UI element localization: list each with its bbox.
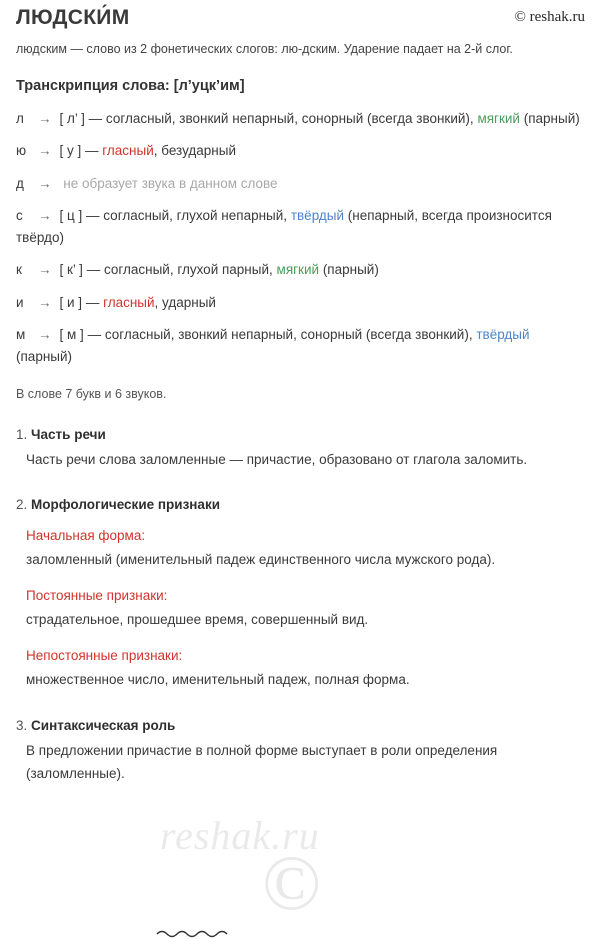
transcription-heading: Транскрипция слова: [л’уцк’им] bbox=[16, 78, 245, 95]
arrow-icon: → bbox=[38, 143, 52, 159]
sound-description-after: , ударный bbox=[154, 294, 216, 310]
sound-value: [ у ] bbox=[59, 143, 82, 159]
dash-separator: — bbox=[86, 262, 101, 278]
section-heading bbox=[16, 497, 585, 512]
sound-description-after: (парный) bbox=[16, 349, 73, 365]
dash-separator: — bbox=[85, 143, 99, 159]
sound-value: [ и ] bbox=[59, 294, 83, 310]
letter-glyph: м bbox=[16, 326, 26, 342]
subsection-label-variable-features: Непостоянные признаки: bbox=[26, 648, 183, 664]
sound-value: [ м ] bbox=[59, 326, 84, 342]
section-title: Часть речи bbox=[31, 426, 106, 442]
page-header bbox=[16, 0, 585, 30]
section-heading bbox=[16, 427, 585, 442]
sound-tag: твёрдый bbox=[476, 326, 530, 342]
dash-separator: — bbox=[88, 111, 103, 127]
sound-row bbox=[16, 292, 585, 314]
sound-value: [ ц ] bbox=[59, 207, 83, 223]
sound-description-before: согласный, глухой непарный, bbox=[103, 207, 288, 223]
arrow-icon: → bbox=[38, 175, 52, 191]
wavy-underline-icon bbox=[155, 928, 235, 940]
letter-glyph: и bbox=[16, 294, 24, 310]
dash-separator: — bbox=[86, 207, 100, 223]
letter-glyph: л bbox=[16, 111, 24, 127]
page-title: ЛЮДСКИ́М bbox=[16, 6, 130, 29]
section-number: 3. bbox=[16, 718, 28, 734]
watermark-copyright-symbol: © bbox=[262, 839, 322, 926]
sound-analysis-list bbox=[16, 108, 585, 368]
sound-description-before: согласный, звонкий непарный, сонорный (всегда звонкий), bbox=[104, 326, 473, 342]
watermark-text: reshak.ru bbox=[160, 813, 320, 858]
dash-separator: — bbox=[87, 326, 102, 342]
sound-description-after: (непарный, всегда произносится твёрдо) bbox=[16, 207, 552, 246]
sound-tag: мягкий bbox=[477, 111, 520, 127]
letter-glyph: д bbox=[16, 175, 24, 191]
sound-tag: мягкий bbox=[276, 262, 320, 278]
sound-tag: твёрдый bbox=[290, 207, 345, 223]
sound-row bbox=[16, 173, 585, 195]
subsection-text-variable-features: множественное число, именительный падеж, полная форма. bbox=[26, 672, 410, 688]
section-body: В предложении причастие в полной форме выступает в роли определения (заломленные). bbox=[26, 743, 498, 782]
sound-value: [ л’ ] bbox=[59, 111, 85, 127]
sound-row bbox=[16, 108, 585, 130]
sound-tag: гласный bbox=[102, 143, 154, 159]
letters-sounds-count: В слове 7 букв и 6 звуков. bbox=[16, 386, 167, 401]
sound-row bbox=[16, 324, 585, 369]
sound-description-before: согласный, глухой парный, bbox=[103, 262, 273, 278]
section-number: 1. bbox=[16, 426, 28, 442]
arrow-icon: → bbox=[38, 262, 52, 278]
section-body: Часть речи слова заломленные — причастие, образовано от глагола заломить. bbox=[26, 451, 528, 467]
syllable-summary: людским — слово из 2 фонетических слогов: лю-дским. Ударение падает на 2-й слог. bbox=[16, 42, 513, 56]
arrow-icon: → bbox=[38, 207, 52, 223]
sound-tag: не образует звука в данном слове bbox=[63, 175, 278, 191]
sound-row bbox=[16, 140, 585, 162]
sound-description-before: согласный, звонкий непарный, сонорный (всегда звонкий), bbox=[105, 111, 474, 127]
letter-glyph: к bbox=[16, 262, 22, 278]
arrow-icon: → bbox=[38, 111, 52, 127]
section-part-of-speech bbox=[16, 427, 585, 472]
copyright-notice: © reshak.ru bbox=[514, 9, 585, 25]
sound-tag: гласный bbox=[103, 294, 155, 310]
arrow-icon: → bbox=[38, 326, 52, 342]
section-morphological-features bbox=[16, 497, 585, 692]
subsection-text-initial-form: заломленный (именительный падеж единственного числа мужского рода). bbox=[26, 552, 496, 568]
letter-glyph: с bbox=[16, 207, 23, 223]
section-syntactic-role bbox=[16, 718, 585, 786]
dash-separator: — bbox=[85, 294, 100, 310]
sound-row bbox=[16, 259, 585, 281]
sound-description-after: (парный) bbox=[322, 262, 379, 278]
section-title: Морфологические признаки bbox=[31, 497, 220, 513]
letter-glyph: ю bbox=[16, 143, 27, 159]
sound-description-after: , безударный bbox=[153, 143, 236, 159]
section-title: Синтаксическая роль bbox=[31, 718, 176, 734]
subsection-label-initial-form: Начальная форма: bbox=[26, 528, 146, 544]
section-heading bbox=[16, 718, 585, 733]
subsection-label-constant-features: Постоянные признаки: bbox=[26, 588, 168, 604]
section-number: 2. bbox=[16, 497, 28, 513]
sound-value: [ к’ ] bbox=[59, 262, 83, 278]
sound-row bbox=[16, 205, 585, 250]
sound-description-after: (парный) bbox=[523, 111, 580, 127]
arrow-icon: → bbox=[38, 294, 52, 310]
subsection-text-constant-features: страдательное, прошедшее время, совершенный вид. bbox=[26, 612, 369, 628]
